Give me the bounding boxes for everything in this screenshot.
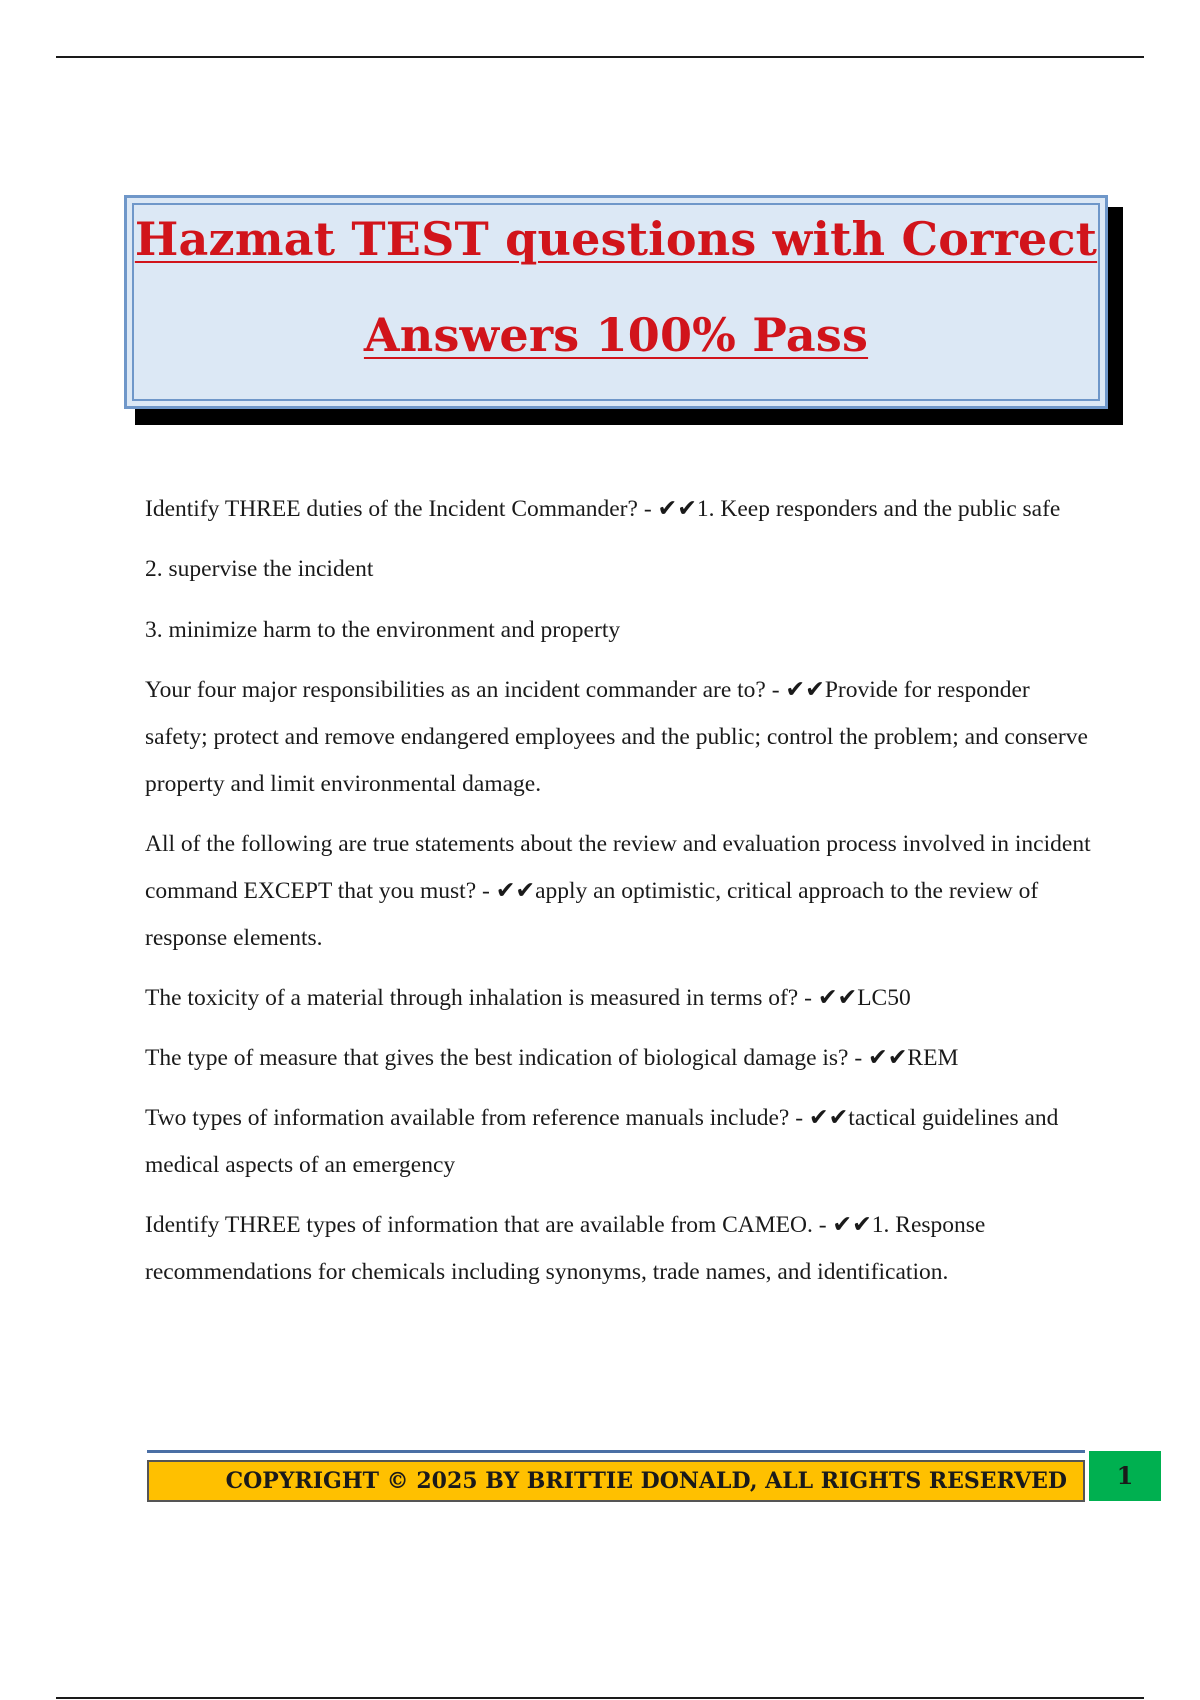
paragraph: The toxicity of a material through inhalation is measured in terms of? - ✔✔LC50	[145, 985, 911, 1011]
paragraph: 2. supervise the incident	[145, 556, 374, 582]
paragraph: The type of measure that gives the best indication of biological damage is? - ✔✔REM	[145, 1045, 959, 1071]
paragraph: 3. minimize harm to the environment and property	[145, 617, 621, 643]
document-title-line-1: Hazmat TEST questions with Correct	[134, 212, 1098, 266]
page-number: 1	[1089, 1451, 1161, 1501]
paragraph: Identify THREE duties of the Incident Commander? - ✔✔1. Keep responders and the public safe	[145, 496, 1061, 522]
document-title-line-2: Answers 100% Pass	[363, 308, 869, 362]
bottom-rule	[56, 1697, 1144, 1699]
document-body	[145, 486, 1095, 1309]
title-box	[124, 195, 1108, 409]
paragraph: Your four major responsibilities as an incident commander are to? - ✔✔Provide for responder safety; protect and remove endangered employees and the public; control the problem; and conserve property and limit environmental damage.	[145, 677, 1088, 797]
paragraph: Two types of information available from reference manuals include? - ✔✔tactical guidelines and medical aspects of an emergency	[145, 1105, 1059, 1178]
paragraph: Identify THREE types of information that are available from CAMEO. - ✔✔1. Response recommendations for chemicals including synonyms, trade names, and identification.	[145, 1212, 986, 1285]
copyright-footer: COPYRIGHT © 2025 BY BRITTIE DONALD, ALL RIGHTS RESERVED	[147, 1460, 1085, 1502]
footer-rule	[147, 1450, 1085, 1453]
paragraph: All of the following are true statements about the review and evaluation process involved in incident command EXCEPT that you must? - ✔✔apply an optimistic, critical approach to the review of response elements.	[145, 831, 1091, 951]
top-rule	[56, 56, 1144, 58]
